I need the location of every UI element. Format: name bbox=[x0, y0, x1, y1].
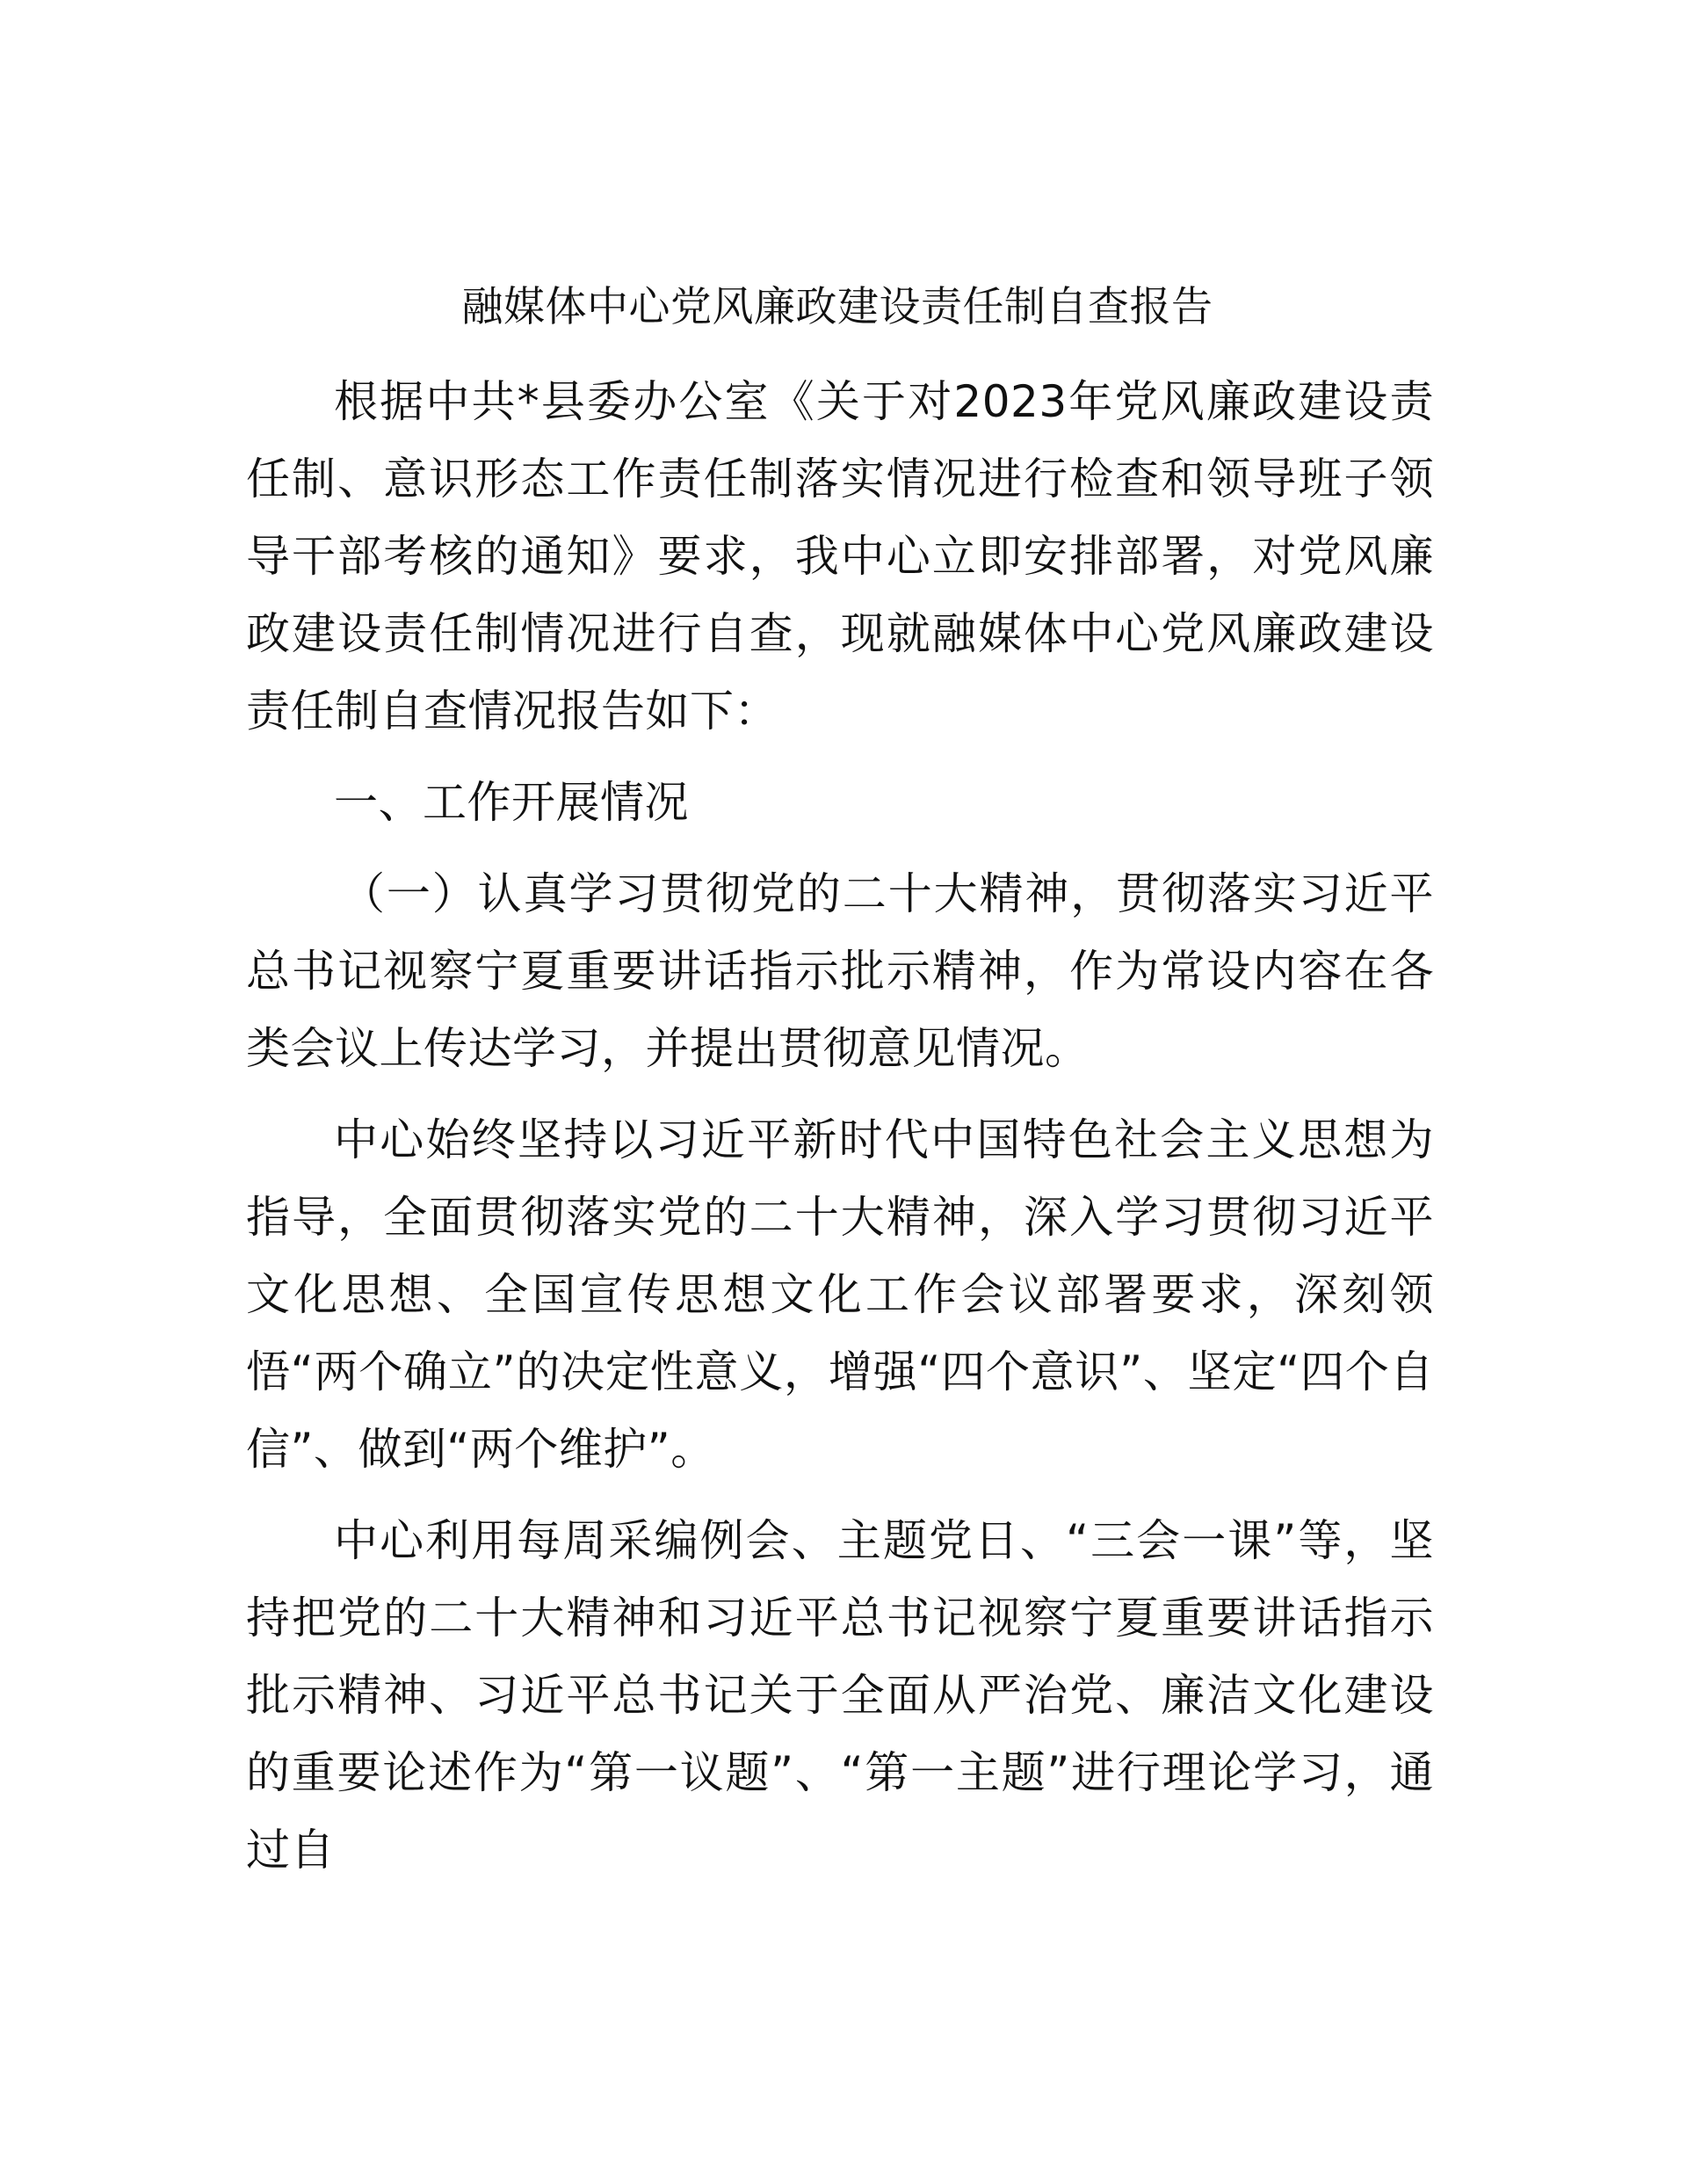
section-heading: 一、工作开展情况 bbox=[334, 777, 689, 828]
subsection-heading: （一）认真学习贯彻党的二十大精神，贯彻落实习近平总书记视察宁夏重要讲话指示批示精神，作为常设内容在各类会议上传达学习，并提出贯彻意见情况。 bbox=[246, 868, 1434, 1074]
body-paragraph-1: 中心始终坚持以习近平新时代中国特色社会主义思想为指导，全面贯彻落实党的二十大精神，深入学习贯彻习近平文化思想、全国宣传思想文化工作会议部署要求，深刻领悟“两个确立”的决定性意义，增强“四个意识”、坚定“四个自信”、做到“两个维护”。 bbox=[246, 1114, 1434, 1475]
body-paragraph-2: 中心利用每周采编例会、主题党日、“三会一课”等，坚持把党的二十大精神和习近平总书记视察宁夏重要讲话指示批示精神、习近平总书记关于全面从严治党、廉洁文化建设的重要论述作为“第一议题”、“第一主题”进行理论学习，通过自 bbox=[246, 1515, 1434, 1876]
intro-paragraph: 根据中共*县委办公室《关于对2023年党风廉政建设责任制、意识形态工作责任制落实情况进行检查和领导班子领导干部考核的通知》要求，我中心立即安排部署，对党风廉政建设责任制情况进行自查，现就融媒体中心党风廉政建设责任制自查情况报告如下： bbox=[246, 376, 1434, 736]
document-title: 融媒体中心党风廉政建设责任制自查报告 bbox=[461, 283, 1213, 331]
document-body bbox=[246, 268, 1434, 1903]
